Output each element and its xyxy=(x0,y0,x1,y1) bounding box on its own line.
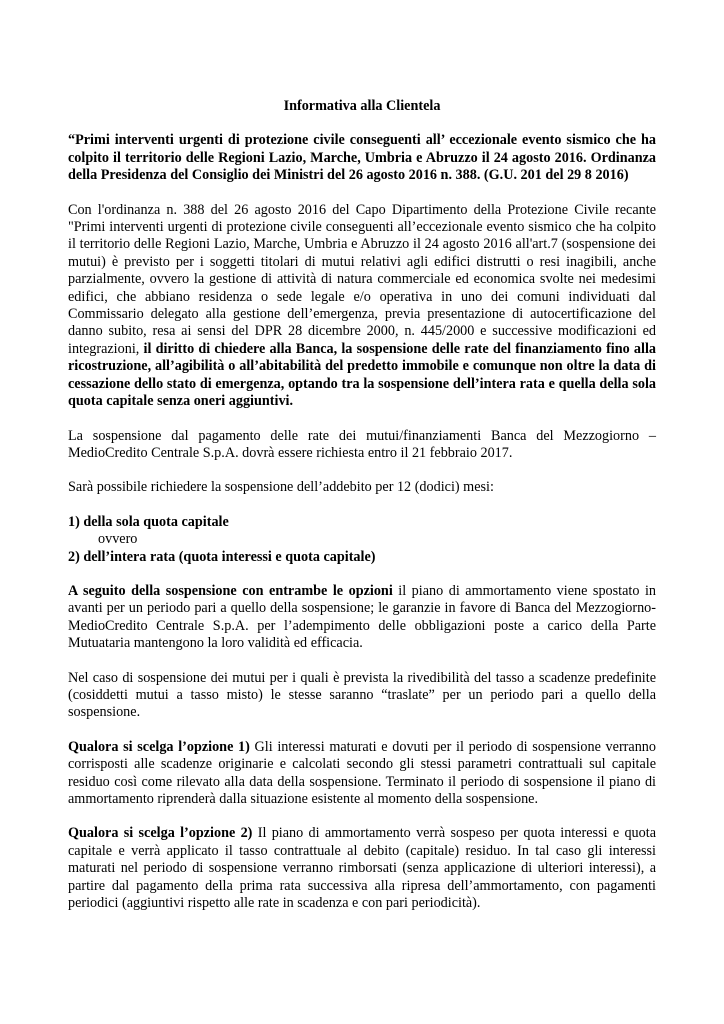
paragraph-both-options xyxy=(68,583,656,653)
option-1 xyxy=(68,514,656,531)
document-heading: “Primi interventi urgenti di protezione civile conseguenti all’ eccezionale evento sismico che ha colpito il territorio delle Regioni Lazio, Marche, Umbria e Abruzzo il 24 agosto 2016. Ordinanza della Presidenza del Consiglio dei Ministri del 26 agosto 2016 n. 388. (G.U. 201 del 29 8 2016) xyxy=(68,132,656,184)
paragraph-deadline: La sospensione dal pagamento delle rate dei mutui/finanziamenti Banca del Mezzogiorno – MedioCredito Centrale S.p.A. dovrà essere richiesta entro il 21 febbraio 2017. xyxy=(68,427,656,461)
option-1-label: 1) della sola quota capitale xyxy=(68,513,229,530)
paragraph-suspension-period: Sarà possibile richiedere la sospensione dell’addebito per 12 (dodici) mesi: xyxy=(68,479,494,496)
paragraph-ordinanza xyxy=(68,202,656,411)
paragraph-tasso-misto: Nel caso di sospensione dei mutui per i quali è prevista la rivedibilità del tasso a scadenze predefinite (cosiddetti mutui a tasso misto) le stesse saranno “traslate” per un periodo pari a quello della sospensione. xyxy=(68,669,656,721)
paragraph-option-1 xyxy=(68,739,656,809)
paragraph-option-2-text: Il piano di ammortamento verrà sospeso per quota interessi e quota capitale e verrà applicato il tasso contrattuale al debito (capitale) residuo. In tal caso gli interessi maturati nel periodo di sospensione verranno rimborsati (senza applicazione di ulteriori interessi), a partire dal pagamento della prima rata successiva alla ripresa dell’ammortamento, con pagamenti periodici (aggiuntivi rispetto alle rate in scadenza e con pari periodicità). xyxy=(68,825,656,912)
paragraph-both-options-text: il piano di ammortamento viene spostato in avanti per un periodo pari a quello della sospensione; le garanzie in favore di Banca del Mezzogiorno-MedioCredito Centrale S.p.A. per l’adempimento delle obbligazioni poste a carico della Parte Mutuataria mantengono la loro validità ed efficacia. xyxy=(68,582,656,652)
option-2-label: 2) dell’intera rata (quota interessi e quota capitale) xyxy=(68,548,376,565)
paragraph-ordinanza-text: Con l'ordinanza n. 388 del 26 agosto 2016 del Capo Dipartimento della Protezione Civile recante "Primi interventi urgenti di protezione civile conseguenti all’eccezionale evento sismico che ha colpito il territorio delle Regioni Lazio, Marche, Umbria e Abruzzo il 24 agosto 2016 all'art.7 (sospensione dei mutui) è previsto per i soggetti titolari di mutui relativi agli edifici distrutti o resi inagibili, anche parzialmente, ovvero la gestione di attività di natura commerciale ed economica svolte nei medesimi edifici, che abbiano residenza o sede legale e/o operativa in uno dei comuni individuati dal Commissario delegato alla gestione dell’emergenza, previa presentazione di autocertificazione del danno subito, resa ai sensi del DPR 28 dicembre 2000, n. 445/2000 e successive modificazioni ed integrazioni, xyxy=(68,201,656,357)
document-title: Informativa alla Clientela xyxy=(283,98,441,114)
document-page xyxy=(68,98,656,912)
paragraph-option-1-bold: Qualora si scelga l’opzione 1) xyxy=(68,738,250,755)
option-2 xyxy=(68,549,656,566)
paragraph-option-2 xyxy=(68,825,656,912)
option-or: ovvero xyxy=(98,531,138,548)
paragraph-option-2-bold: Qualora si scelga l’opzione 2) xyxy=(68,825,253,842)
paragraph-both-options-bold: A seguito della sospensione con entrambe le opzioni xyxy=(68,582,393,599)
paragraph-option-1-text: Gli interessi maturati e dovuti per il periodo di sospensione verranno corrisposti alle scadenze originarie e calcolati secondo gli stessi parametri contrattuali sul capitale residuo così come rilevato alla data della sospensione. Terminato il periodo di sospensione il piano di ammortamento riprenderà dalla situazione esistente al momento della sospensione. xyxy=(68,738,656,807)
paragraph-ordinanza-bold: il diritto di chiedere alla Banca, la sospensione delle rate del finanziamento fino alla ricostruzione, all’agibilità o all’abitabilità del predetto immobile e comunque non oltre la data di cessazione dello stato di emergenza, optando tra la sospensione dell’intera rata e quella della sola quota capitale senza oneri aggiuntivi. xyxy=(68,340,656,410)
